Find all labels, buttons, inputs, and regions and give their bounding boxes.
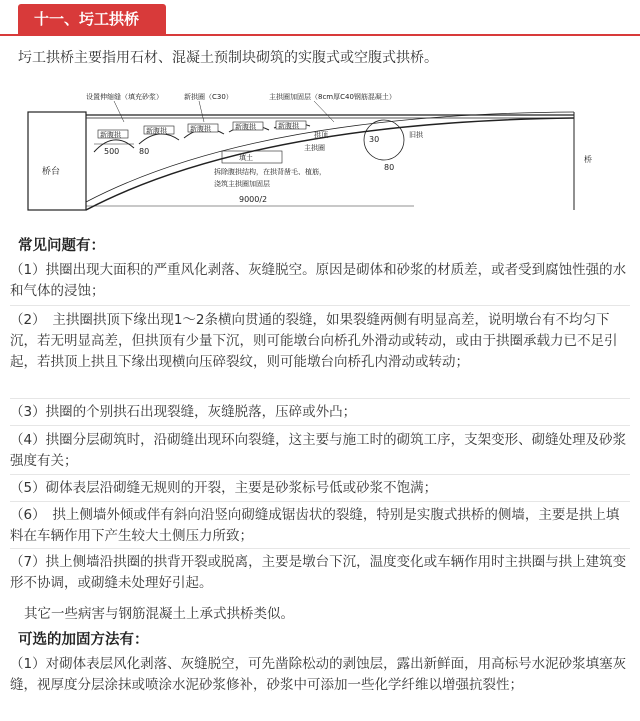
dim-500: 500 [104, 147, 120, 156]
divider [10, 398, 630, 399]
problem-item-2: （2） 主拱圈拱顶下缘出现1～2条横向贯通的裂缝，如果裂缝两侧有明显高差，说明墩台有不均匀下沉，若无明显高差，但拱顶有少量下沉，则可能墩台向桥孔外滑动或转动，或由于拱圈承载力已不足引起，若拱顶上拱且下缘出现横向压碎裂纹，则可能墩台向桥孔内滑动或转动； [10, 312, 618, 370]
problem-item-6: （6） 拱上侧墙外倾或伴有斜向沿竖向砌缝成锯齿状的裂缝，特别是实腹式拱桥的侧墙，主要是拱上填料在车辆作用下产生较大土侧压力所致； [10, 507, 620, 544]
divider [10, 474, 630, 475]
dim-30: 30 [369, 135, 380, 144]
divider [10, 305, 630, 306]
header-underline [0, 34, 640, 36]
divider [10, 548, 630, 549]
arch-bridge-diagram [14, 82, 628, 222]
label-lean-arch-3: 新腹拱 [190, 125, 211, 133]
problem-item-3: （3）拱圈的个别拱石出现裂缝，灰缝脱落，压碎或外凸； [10, 404, 357, 420]
problem-item-5: （5）砌体表层沿砌缝无规则的开裂，主要是砂浆标号低或砂浆不饱满； [10, 480, 438, 496]
section-title: 十一、圬工拱桥 [18, 4, 166, 34]
other-note: 其它一些病害与钢筋混凝土上承式拱桥类似。 [24, 606, 294, 622]
dim-80-left: 80 [139, 147, 150, 156]
label-arch-top: 拱顶 [314, 131, 328, 139]
label-lean-arch-2: 新腹拱 [146, 127, 167, 135]
divider [10, 425, 630, 426]
label-fill: 填土 [239, 154, 253, 162]
heading-problems: 常见问题有： [18, 238, 105, 254]
label-abutment-left: 桥台 [42, 167, 61, 177]
label-lean-arch-5: 新腹拱 [278, 122, 299, 130]
problem-item-4: （4）拱圈分层砌筑时，沿砌缝出现环向裂缝，这主要与施工时的砌筑工序，支架变形、砌缝处理及砂浆强度有关； [10, 432, 627, 469]
section-header [0, 0, 640, 36]
heading-methods: 可选的加固方法有： [18, 632, 149, 648]
label-main-arch-ring: 主拱圈 [304, 144, 325, 152]
abutment-left [28, 112, 86, 210]
problem-item-1: （1）拱圈出现大面积的严重风化剥落、灰缝脱空。原因是砌体和砂浆的材质差，或者受到腐蚀性强的水和气体的浸蚀； [10, 262, 627, 299]
label-lean-arch-1: 新腹拱 [100, 131, 121, 139]
intro-paragraph: 圬工拱桥主要指用石材、混凝土预制块砌筑的实腹式或空腹式拱桥。 [18, 50, 438, 66]
problem-item-7: （7）拱上侧墙沿拱圈的拱背开裂或脱离，主要是墩台下沉，温度变化或车辆作用时主拱圈与拱上建筑变形不协调，或砌缝未处理好引起。 [10, 554, 627, 591]
label-note-1: 拆除腹拱结构，在拱背凿毛、植筋， [214, 168, 326, 176]
dim-80-right: 80 [384, 163, 395, 172]
method-item-1: （1）对砌体表层风化剥落、灰缝脱空，可先凿除松动的剥蚀层，露出新鲜面，用高标号水泥砂浆填塞灰缝，视厚度分层涂抹或喷涂水泥砂浆修补，砂浆中可添加一些化学纤维以增强抗裂性； [10, 656, 627, 693]
divider [10, 501, 630, 502]
label-new-arch: 新拱圈（C30） [184, 93, 233, 101]
label-pier-right: 桥 [584, 155, 592, 164]
dim-span: 9000/2 [239, 195, 268, 204]
label-old-arch: 旧拱 [409, 131, 423, 139]
label-setting-joint: 设置伸缩缝（填充砂浆） [86, 93, 163, 101]
label-lean-arch-4: 新腹拱 [235, 123, 256, 131]
label-note-2: 浇筑主拱圈加固层 [214, 180, 270, 188]
label-arch-reinforce: 主拱圈加固层（8cm厚C40钢筋混凝土） [269, 93, 396, 101]
